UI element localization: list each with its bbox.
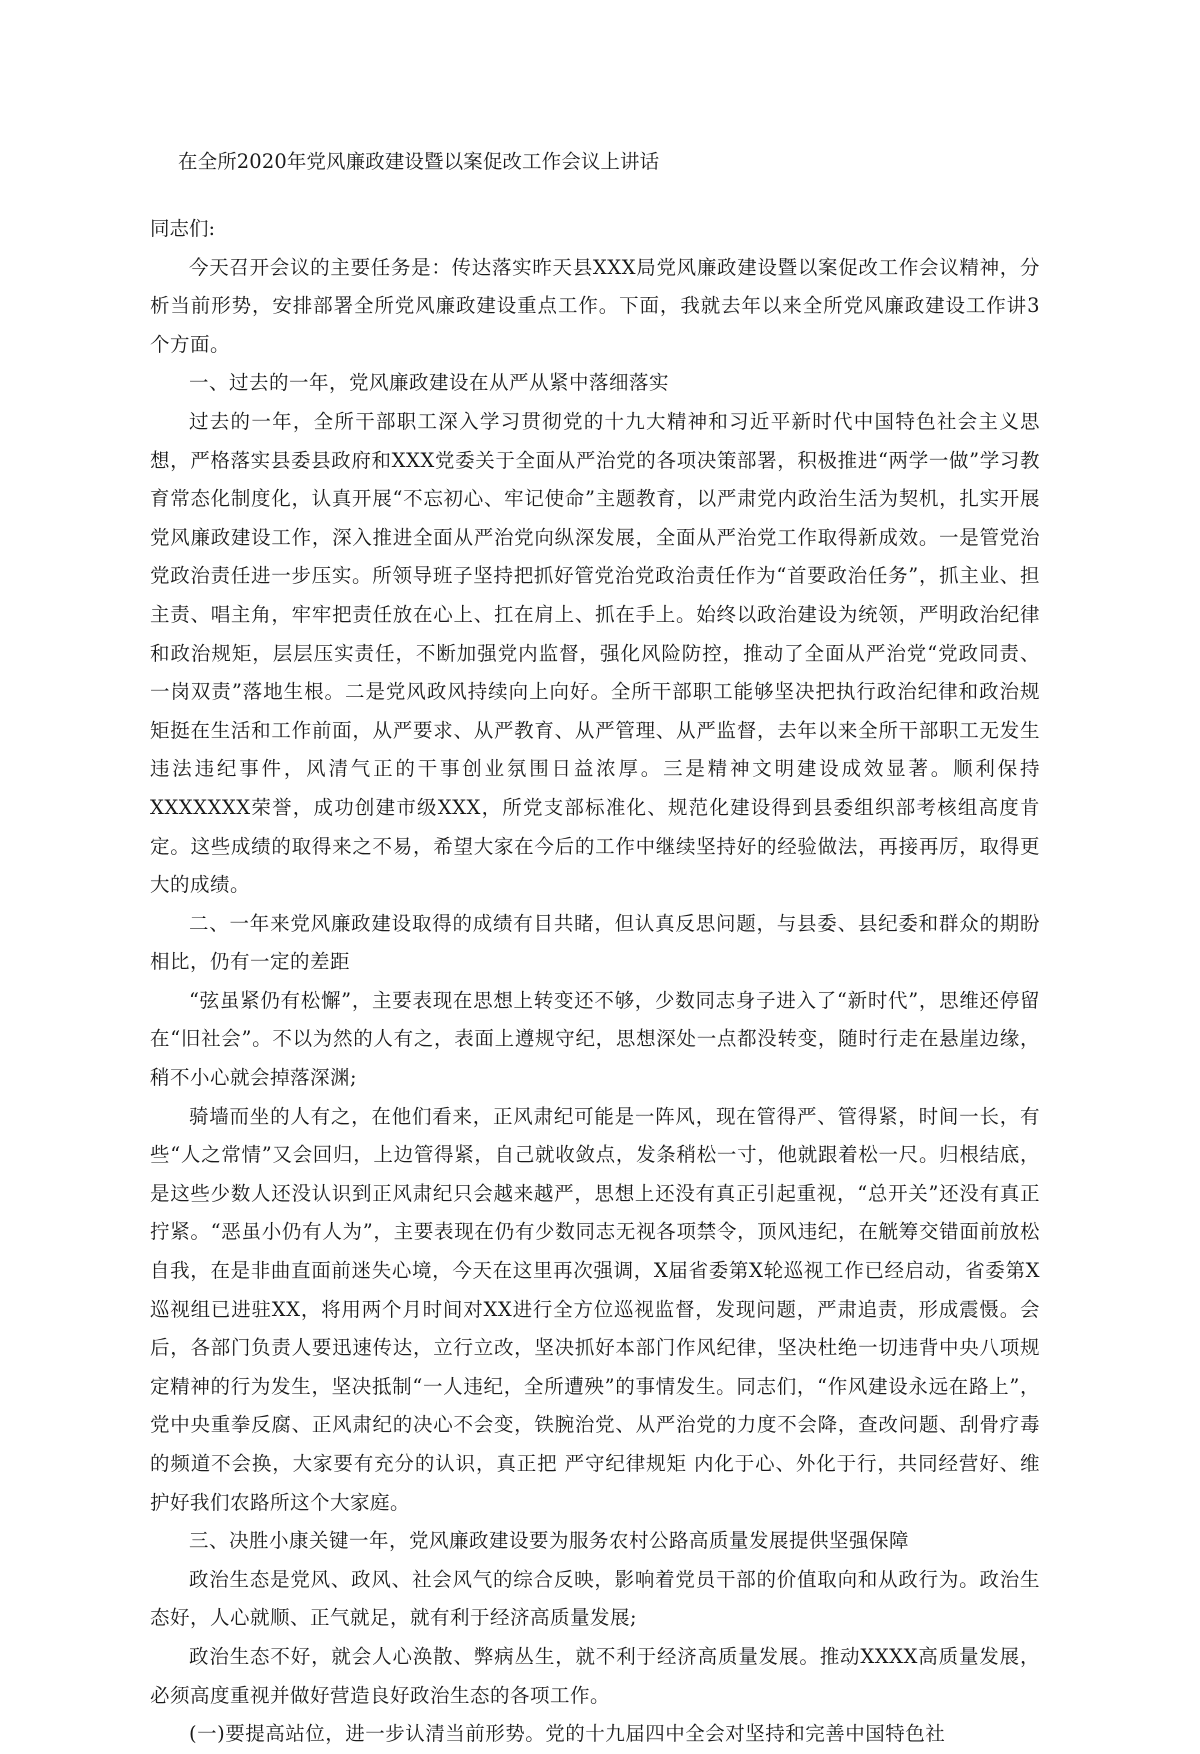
document-title: 在全所2020年党风廉政建设暨以案促改工作会议上讲话 (178, 150, 660, 173)
body-paragraph: 过去的一年，全所干部职工深入学习贯彻党的十九大精神和习近平新时代中国特色社会主义思想，严格落实县委县政府和XXX党委关于全面从严治党的各项决策部署，积极推进“两学一做”学习教育常态化制度化，认真开展“不忘初心、牢记使命”主题教育，以严肃党内政治生活为契机，扎实开展党风廉政建设工作，深入推进全面从严治党向纵深发展，全面从严治党工作取得新成效。一是管党治党政治责任进一步压实。所领导班子坚持把抓好管党治党政治责任作为“首要政治任务”，抓主业、担主责、唱主角，牢牢把责任放在心上、扛在肩上、抓在手上。始终以政治建设为统领，严明政治纪律和政治规矩，层层压实责任，不断加强党内监督，强化风险防控，推动了全面从严治党“党政同责、一岗双责”落地生根。二是党风政风持续向上向好。全所干部职工能够坚决把执行政治纪律和政治规矩挺在生活和工作前面，从严要求、从严教育、从严管理、从严监督，去年以来全所干部职工无发生违法违纪事件，风清气正的干事创业氛围日益浓厚。三是精神文明建设成效显著。顺利保持XXXXXXX荣誉，成功创建市级XXX，所党支部标准化、规范化建设得到县委组织部考核组高度肯定。这些成绩的取得来之不易，希望大家在今后的工作中继续坚持好的经验做法，再接再厉，取得更大的成绩。 (150, 409, 1040, 897)
section-heading: 三、决胜小康关键一年，党风廉政建设要为服务农村公路高质量发展提供坚强保障 (189, 1529, 910, 1553)
document-body (150, 210, 1040, 1754)
body-paragraph: 骑墙而坐的人有之，在他们看来，正风肃纪可能是一阵风，现在管得严、管得紧，时间一长，有些“人之常情”又会回归，上边管得紧，自己就收敛点，发条稍松一寸，他就跟着松一尺。归根结底，是这些少数人还没认识到正风肃纪只会越来越严，思想上还没有真正引起重视，“总开关”还没有真正拧紧。“恶虽小仍有人为”，主要表现在仍有少数同志无视各项禁令，顶风违纪，在觥筹交错面前放松自我，在是非曲直面前迷失心境，今天在这里再次强调，X届省委第X轮巡视工作已经启动，省委第X巡视组已进驻XX，将用两个月时间对XX进行全方位巡视监督，发现问题，严肃追责，形成震慑。会后，各部门负责人要迅速传达，立行立改，坚决抓好本部门作风纪律，坚决杜绝一切违背中央八项规定精神的行为发生，坚决抵制“一人违纪，全所遭殃”的事情发生。同志们，“作风建设永远在路上”，党中央重拳反腐、正风肃纪的决心不会变，铁腕治党、从严治党的力度不会降，查改问题、刮骨疗毒的频道不会换，大家要有充分的认识，真正把 严守纪律规矩 内化于心、外化于行，共同经营好、维护好我们农路所这个大家庭。 (150, 1104, 1040, 1514)
salutation: 同志们: (150, 217, 216, 240)
body-paragraph: “弦虽紧仍有松懈”，主要表现在思想上转变还不够，少数同志身子进入了“新时代”，思维还停留在“旧社会”。不以为然的人有之，表面上遵规守纪，思想深处一点都没转变，随时行走在悬崖边缘，稍不小心就会掉落深渊; (150, 988, 1040, 1090)
body-paragraph: 政治生态不好，就会人心涣散、弊病丛生，就不利于经济高质量发展。推动XXXX高质量发展，必须高度重视并做好营造良好政治生态的各项工作。 (150, 1644, 1040, 1707)
body-paragraph: 政治生态是党风、政风、社会风气的综合反映，影响着党员干部的价值取向和从政行为。政治生态好，人心就顺、正气就足，就有利于经济高质量发展; (150, 1567, 1040, 1630)
section-heading: 二、一年来党风廉政建设取得的成绩有目共睹，但认真反思问题，与县委、县纪委和群众的期盼相比，仍有一定的差距 (150, 911, 1040, 974)
section-heading: 一、过去的一年，党风廉政建设在从严从紧中落细落实 (189, 371, 670, 395)
body-paragraph: 今天召开会议的主要任务是：传达落实昨天县XXX局党风廉政建设暨以案促改工作会议精神，分析当前形势，安排部署全所党风廉政建设重点工作。下面，我就去年以来全所党风廉政建设工作讲3个方面。 (150, 255, 1040, 356)
content-blocks (150, 249, 1040, 1754)
body-paragraph: (一)要提高站位，进一步认清当前形势。党的十九届四中全会对坚持和完善中国特色社 (189, 1722, 946, 1746)
